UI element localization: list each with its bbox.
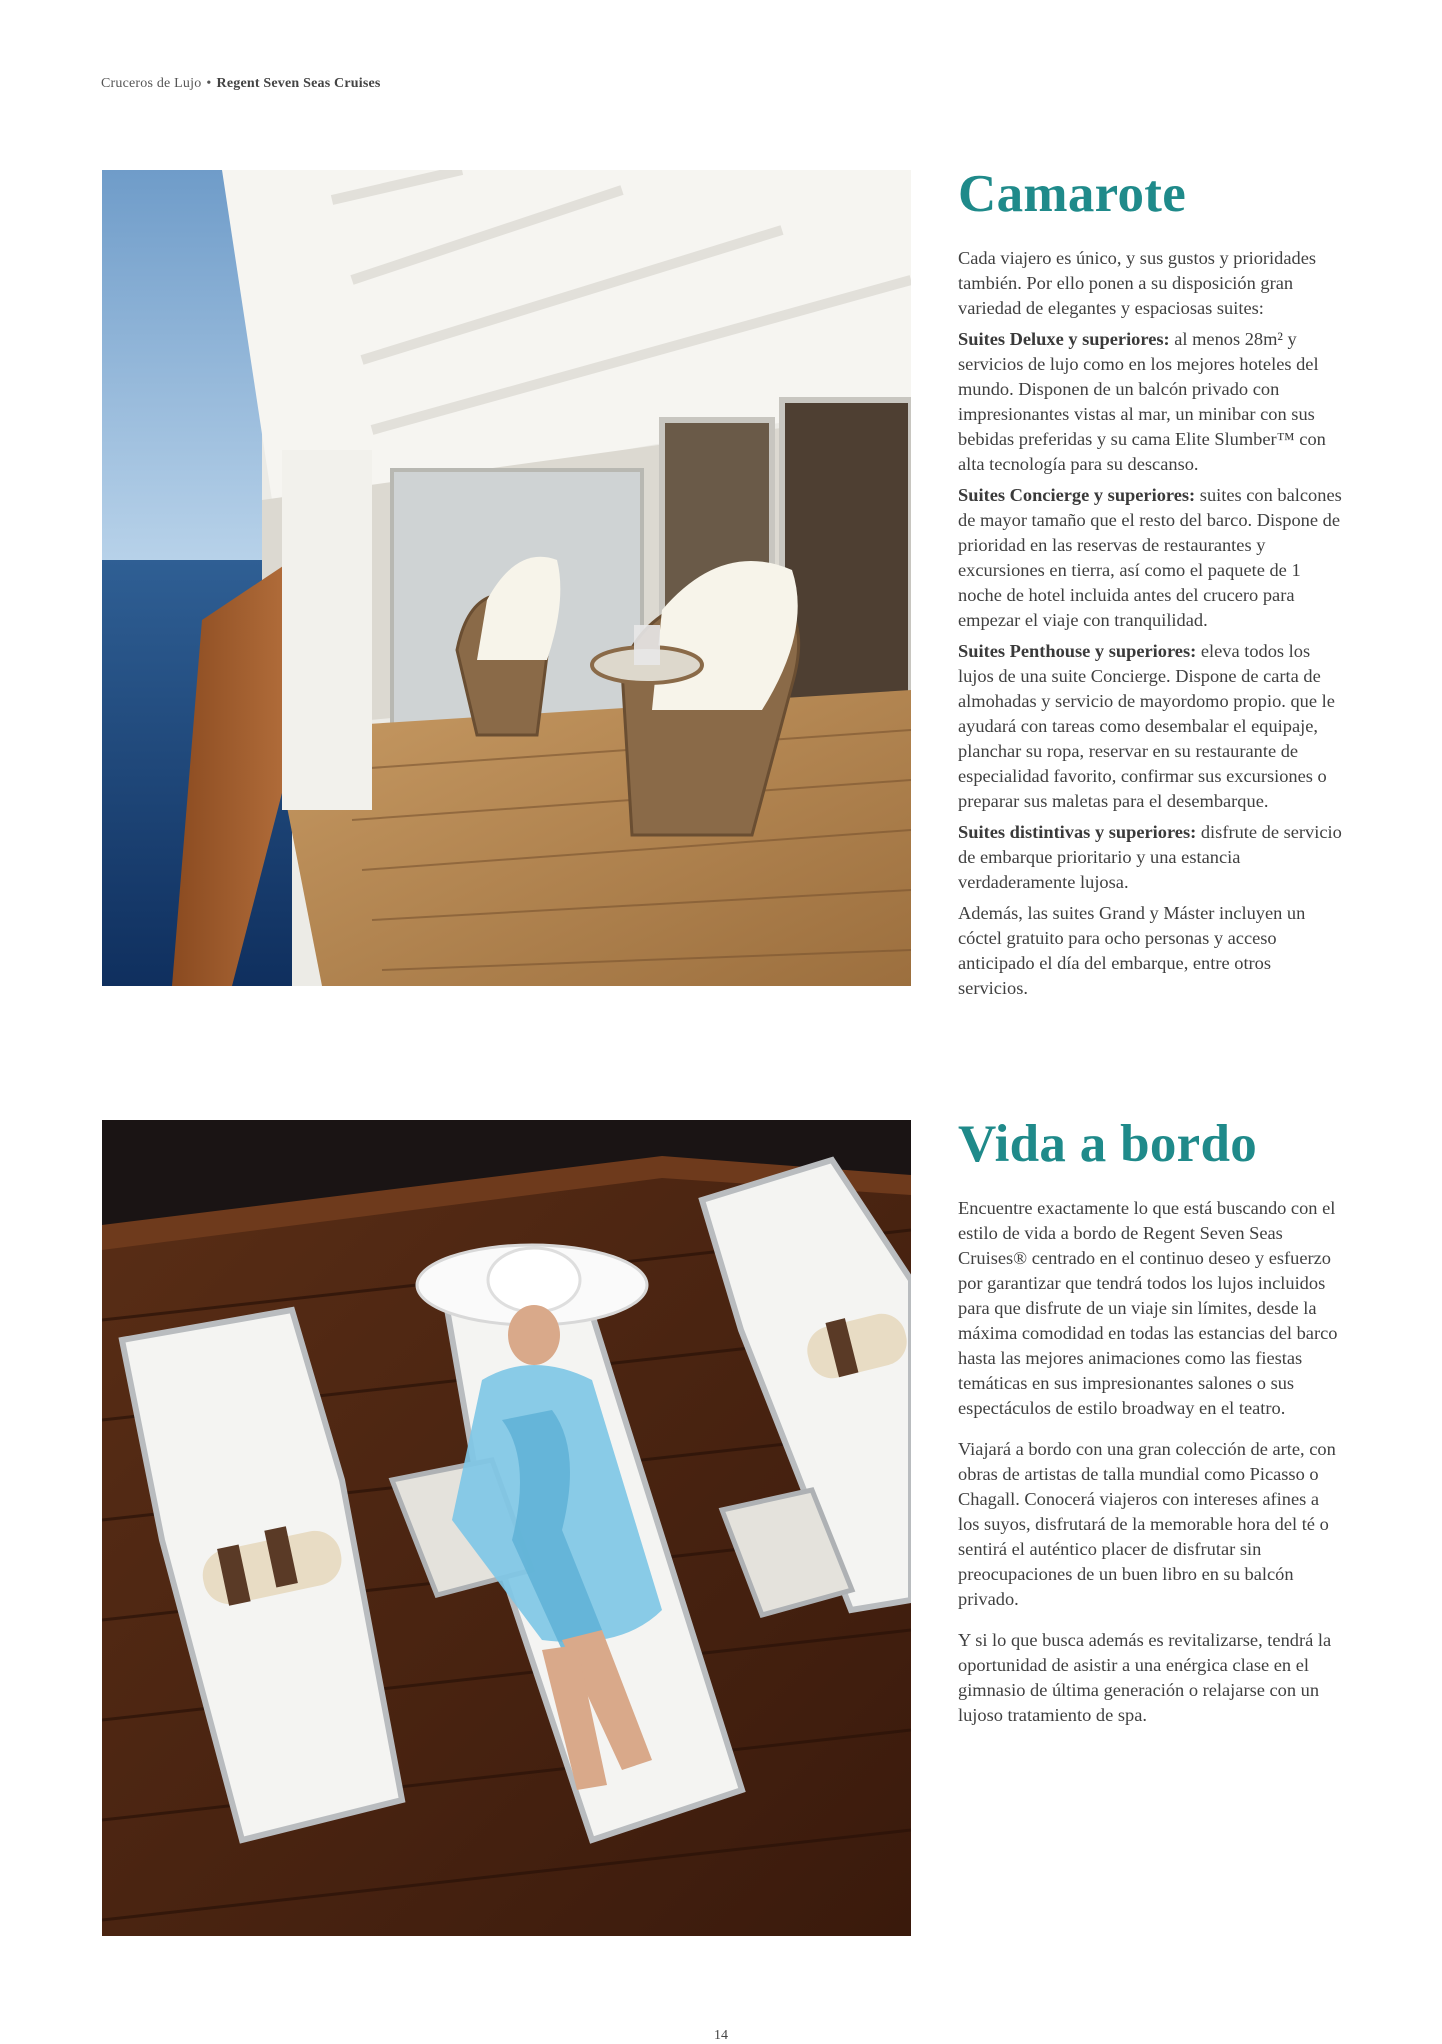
page-number: 14 [714, 2028, 728, 2043]
cabin-item-text: disfrute de servicio de embarque prioritario y una estancia verdaderamente lujosa. [958, 822, 1342, 892]
cabin-item-deluxe [958, 327, 1342, 477]
cabin-item-distinctive [958, 820, 1342, 895]
onboard-paragraph: Encuentre exactamente lo que está buscando con el estilo de vida a bordo de Regent Seven Seas Cruises® centrado en el continuo deseo y esfuerzo por garantizar que tendrá todos los lujos incluidos para que disfrute de un viaje sin límites, desde la máxima comodidad en todas las estancias del barco hasta las mejores animaciones como las fiestas temáticas en sus impresionantes salones o sus espectáculos de estilo broadway en el teatro. [958, 1198, 1338, 1418]
cabin-title: Camarote [958, 165, 1187, 223]
deck-lounge-illustration [102, 1120, 911, 1936]
cabin-item-concierge [958, 483, 1342, 633]
cabin-item-label: Suites Deluxe y superiores: [958, 329, 1170, 349]
deck-lounge-photo [102, 1120, 911, 1936]
cabin-section [958, 162, 1342, 1007]
cabin-item-label: Suites Concierge y superiores: [958, 485, 1196, 505]
cabin-balcony-photo [102, 170, 911, 986]
header-section: Cruceros de Lujo [101, 76, 202, 91]
header-separator: • [206, 76, 212, 91]
cabin-item-text: eleva todos los lujos de una suite Concierge. Dispone de carta de almohadas y servicio de mayordomo propio. que le ayudará con tareas como desembalar el equipaje, planchar su ropa, reservar en su restaurante de especialidad favorito, confirmar sus excursiones o preparar sus maletas para el desembarque. [958, 641, 1335, 811]
onboard-paragraph: Viajará a bordo con una gran colección de arte, con obras de artistas de talla mundial como Picasso o Chagall. Conocerá viajeros con intereses afines a los suyos, disfrutará de la memorable hora del té o sentirá el auténtico placer de disfrutar sin preocupaciones de un buen libro en su balcón privado. [958, 1439, 1336, 1609]
running-header [101, 76, 381, 92]
header-brand: Regent Seven Seas Cruises [216, 76, 381, 91]
cabin-item-text: al menos 28m² y servicios de lujo como en los mejores hoteles del mundo. Disponen de un balcón privado con impresionantes vistas al mar, un minibar con sus bebidas preferidas y su cama Elite Slumber™ con alta tecnología para su descanso. [958, 329, 1326, 474]
cabin-item-text: suites con balcones de mayor tamaño que el resto del barco. Dispone de prioridad en las reservas de restaurantes y excursiones en tierra, así como el paquete de 1 noche de hotel incluida antes del crucero para empezar el viaje con tranquilidad. [958, 485, 1342, 630]
cabin-item-penthouse [958, 639, 1342, 814]
onboard-section [958, 1112, 1342, 1744]
onboard-title: Vida a bordo [958, 1115, 1258, 1173]
onboard-paragraph: Y si lo que busca además es revitalizarse, tendrá la oportunidad de asistir a una enérgica clase en el gimnasio de última generación o relajarse con un lujoso tratamiento de spa. [958, 1630, 1332, 1725]
cabin-closing: Además, las suites Grand y Máster incluyen un cóctel gratuito para ocho personas y acceso anticipado el día del embarque, entre otros servicios. [958, 903, 1306, 998]
cabin-balcony-illustration [102, 170, 911, 986]
cabin-item-label: Suites distintivas y superiores: [958, 822, 1197, 842]
cabin-intro: Cada viajero es único, y sus gustos y prioridades también. Por ello ponen a su disposición gran variedad de elegantes y espaciosas suites: [958, 248, 1317, 318]
cabin-item-label: Suites Penthouse y superiores: [958, 641, 1197, 661]
